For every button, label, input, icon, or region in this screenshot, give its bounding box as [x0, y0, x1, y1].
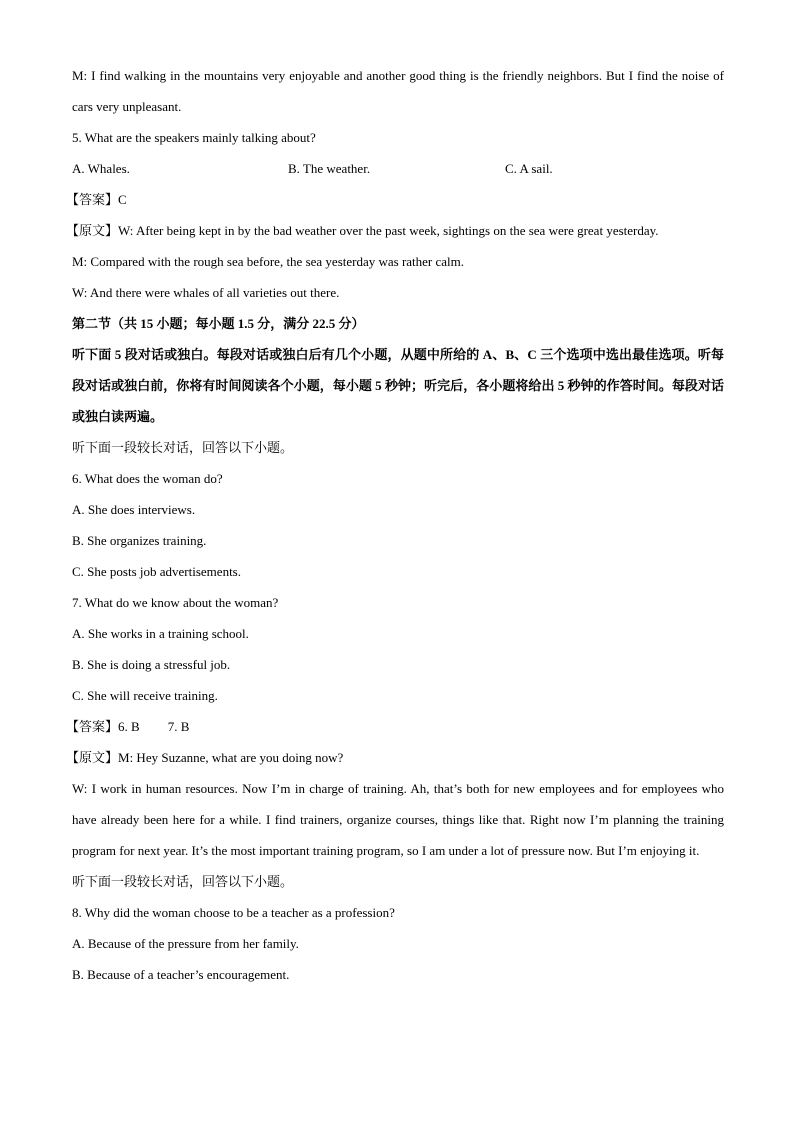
q5-answer-value: C: [118, 192, 127, 207]
q5-transcript-line-1: W: After being kept in by the bad weather over the past week, sightings on the sea were great yesterday.: [118, 223, 659, 238]
q8-question: 8. Why did the woman choose to be a teacher as a profession?: [72, 905, 395, 920]
group6-7-transcript: [66, 742, 724, 773]
q7-question: 7. What do we know about the woman?: [72, 595, 279, 610]
q6-answer-value: 6. B: [118, 719, 140, 734]
q6-option-b: B. She organizes training.: [72, 533, 207, 548]
group6-7-intro: 听下面一段较长对话，回答以下小题。: [72, 440, 294, 455]
document-page: [66, 60, 724, 990]
q5-answer: [66, 184, 724, 215]
q8-option-b: B. Because of a teacher’s encouragement.: [72, 967, 290, 982]
q7-option-b: B. She is doing a stressful job.: [72, 657, 231, 672]
q5-transcript-line-3: W: And there were whales of all varieties out there.: [72, 285, 340, 300]
section2-instructions: 听下面 5 段对话或独白。每段对话或独白后有几个小题，从题中所给的 A、B、C 三个选项中选出最佳选项。听每段对话或独白前，你将有时间阅读各个小题，每小题 5 秒钟；听完后，各小题将给出 5 秒钟的作答时间。每段对话或独白读两遍。: [72, 347, 724, 424]
q7-option-c: C. She will receive training.: [72, 688, 218, 703]
transcript-tag: 【原文】: [66, 223, 119, 238]
q7-option-a: A. She works in a training school.: [72, 626, 249, 641]
q5-question: 5. What are the speakers mainly talking about?: [72, 130, 316, 145]
transcript-tag: 【原文】: [66, 750, 119, 765]
q6-option-c: C. She posts job advertisements.: [72, 564, 241, 579]
q5-transcript: [66, 215, 724, 246]
q5-option-b: B. The weather.: [288, 161, 371, 176]
q4-transcript-m-line: M: I find walking in the mountains very enjoyable and another good thing is the friendly neighbors. But I find the noise of cars very unpleasant.: [72, 68, 724, 114]
group6-7-answer: [66, 711, 724, 742]
group6-7-transcript-line-1: M: Hey Suzanne, what are you doing now?: [118, 750, 344, 765]
q8-option-a: A. Because of the pressure from her family.: [72, 936, 299, 951]
q6-question: 6. What does the woman do?: [72, 471, 223, 486]
q5-option-c: C. A sail.: [505, 161, 553, 176]
section2-heading: 第二节（共 15 小题；每小题 1.5 分，满分 22.5 分）: [72, 316, 365, 331]
q6-option-a: A. She does interviews.: [72, 502, 196, 517]
q7-answer-value: 7. B: [167, 719, 190, 734]
group8-intro: 听下面一段较长对话，回答以下小题。: [72, 874, 294, 889]
answer-tag: 【答案】: [66, 719, 119, 734]
answer-tag: 【答案】: [66, 192, 119, 207]
q5-transcript-line-2: M: Compared with the rough sea before, the sea yesterday was rather calm.: [72, 254, 465, 269]
q5-option-a: A. Whales.: [72, 161, 130, 176]
group6-7-transcript-w: W: I work in human resources. Now I’m in charge of training. Ah, that’s both for new employees and for employees who have already been here for a while. I find trainers, organize courses, things like that. Right now I’m planning the training program for next year. It’s the most important training program, so I am under a lot of pressure now. But I’m enjoying it.: [72, 781, 724, 858]
q5-options: [72, 153, 724, 184]
